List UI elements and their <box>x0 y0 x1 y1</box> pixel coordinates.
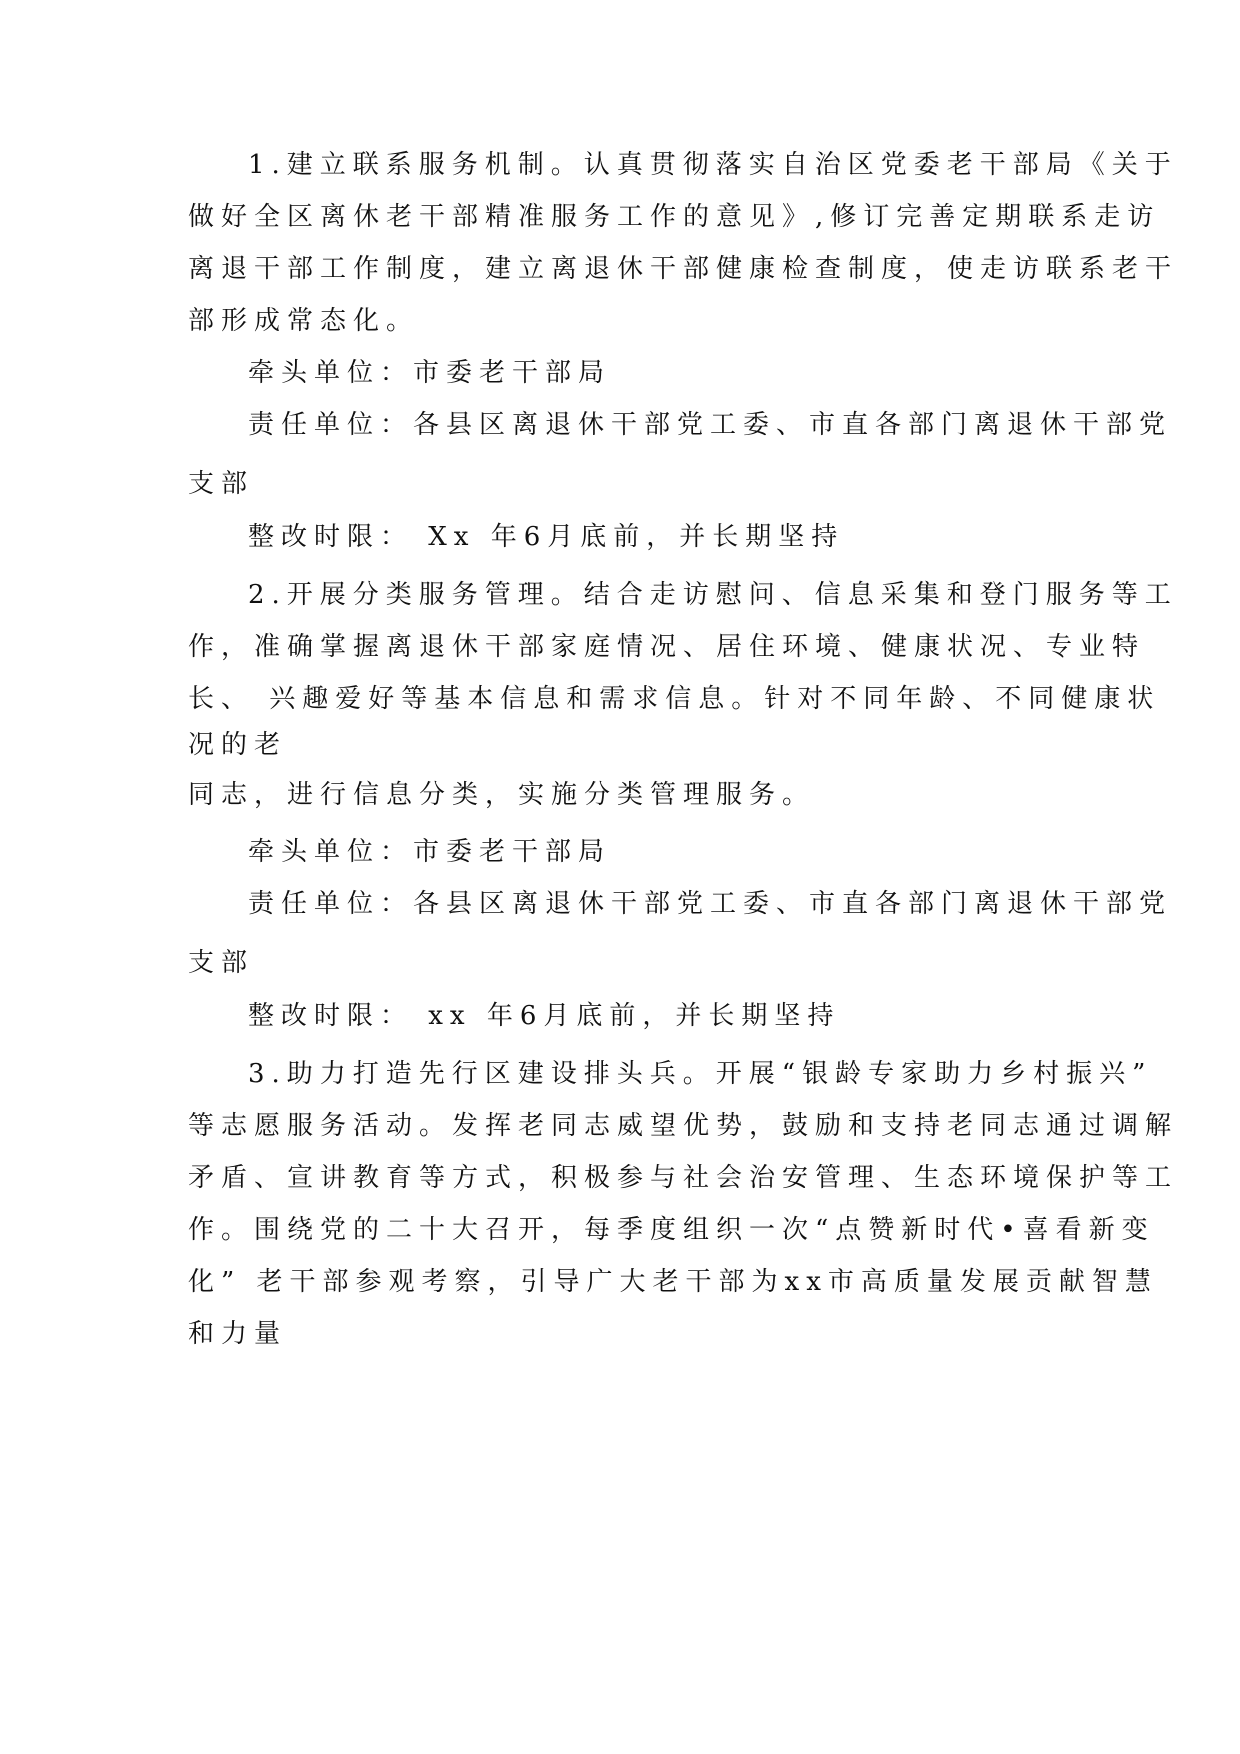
item3-line-4: 作。围绕党的二十大召开，每季度组织一次“点赞新时代•喜看新变 <box>188 1215 1155 1245</box>
item2-line-3: 长、 兴趣爱好等基本信息和需求信息。针对不同年龄、不同健康状 <box>188 684 1161 714</box>
item3-line-3: 矛盾、宣讲教育等方式，积极参与社会治安管理、生态环境保护等工 <box>188 1163 1179 1193</box>
item2-deadline: 整改时限： xx 年6月底前，并长期坚持 <box>248 1001 841 1031</box>
item1-responsible-unit: 责任单位：各县区离退休干部党工委、市直各部门离退休干部党 <box>248 410 1173 440</box>
item2-responsible-unit-cont: 支部 <box>188 948 255 978</box>
item1-lead-unit: 牵头单位：市委老干部局 <box>248 358 612 388</box>
item3-line-1: 3.助力打造先行区建设排头兵。开展“银龄专家助力乡村振兴” <box>248 1059 1153 1089</box>
item2-line-2: 作，准确掌握离退休干部家庭情况、居住环境、健康状况、专业特 <box>188 632 1146 662</box>
item2-line-5: 同志，进行信息分类，实施分类管理服务。 <box>188 780 816 810</box>
item2-lead-unit: 牵头单位：市委老干部局 <box>248 837 612 867</box>
item1-line-1: 1.建立联系服务机制。认真贯彻落实自治区党委老干部局《关于 <box>248 150 1178 180</box>
item1-line-3: 离退干部工作制度，建立离退休干部健康检查制度，使走访联系老干 <box>188 254 1179 284</box>
item3-line-6: 和力量 <box>188 1319 288 1349</box>
item3-line-2: 等志愿服务活动。发挥老同志威望优势，鼓励和支持老同志通过调解 <box>188 1111 1179 1141</box>
item3-line-5: 化” 老干部参观考察，引导广大老干部为xx市高质量发展贡献智慧 <box>188 1267 1158 1297</box>
item2-line-4: 况的老 <box>188 730 288 760</box>
item2-line-1: 2.开展分类服务管理。结合走访慰问、信息采集和登门服务等工 <box>248 580 1178 610</box>
item1-deadline: 整改时限： Xx 年6月底前，并长期坚持 <box>248 522 845 552</box>
item1-responsible-unit-cont: 支部 <box>188 469 255 499</box>
item2-responsible-unit: 责任单位：各县区离退休干部党工委、市直各部门离退休干部党 <box>248 889 1173 919</box>
item1-line-2: 做好全区离休老干部精准服务工作的意见》,修订完善定期联系走访 <box>188 202 1161 232</box>
item1-line-4: 部形成常态化。 <box>188 306 420 336</box>
